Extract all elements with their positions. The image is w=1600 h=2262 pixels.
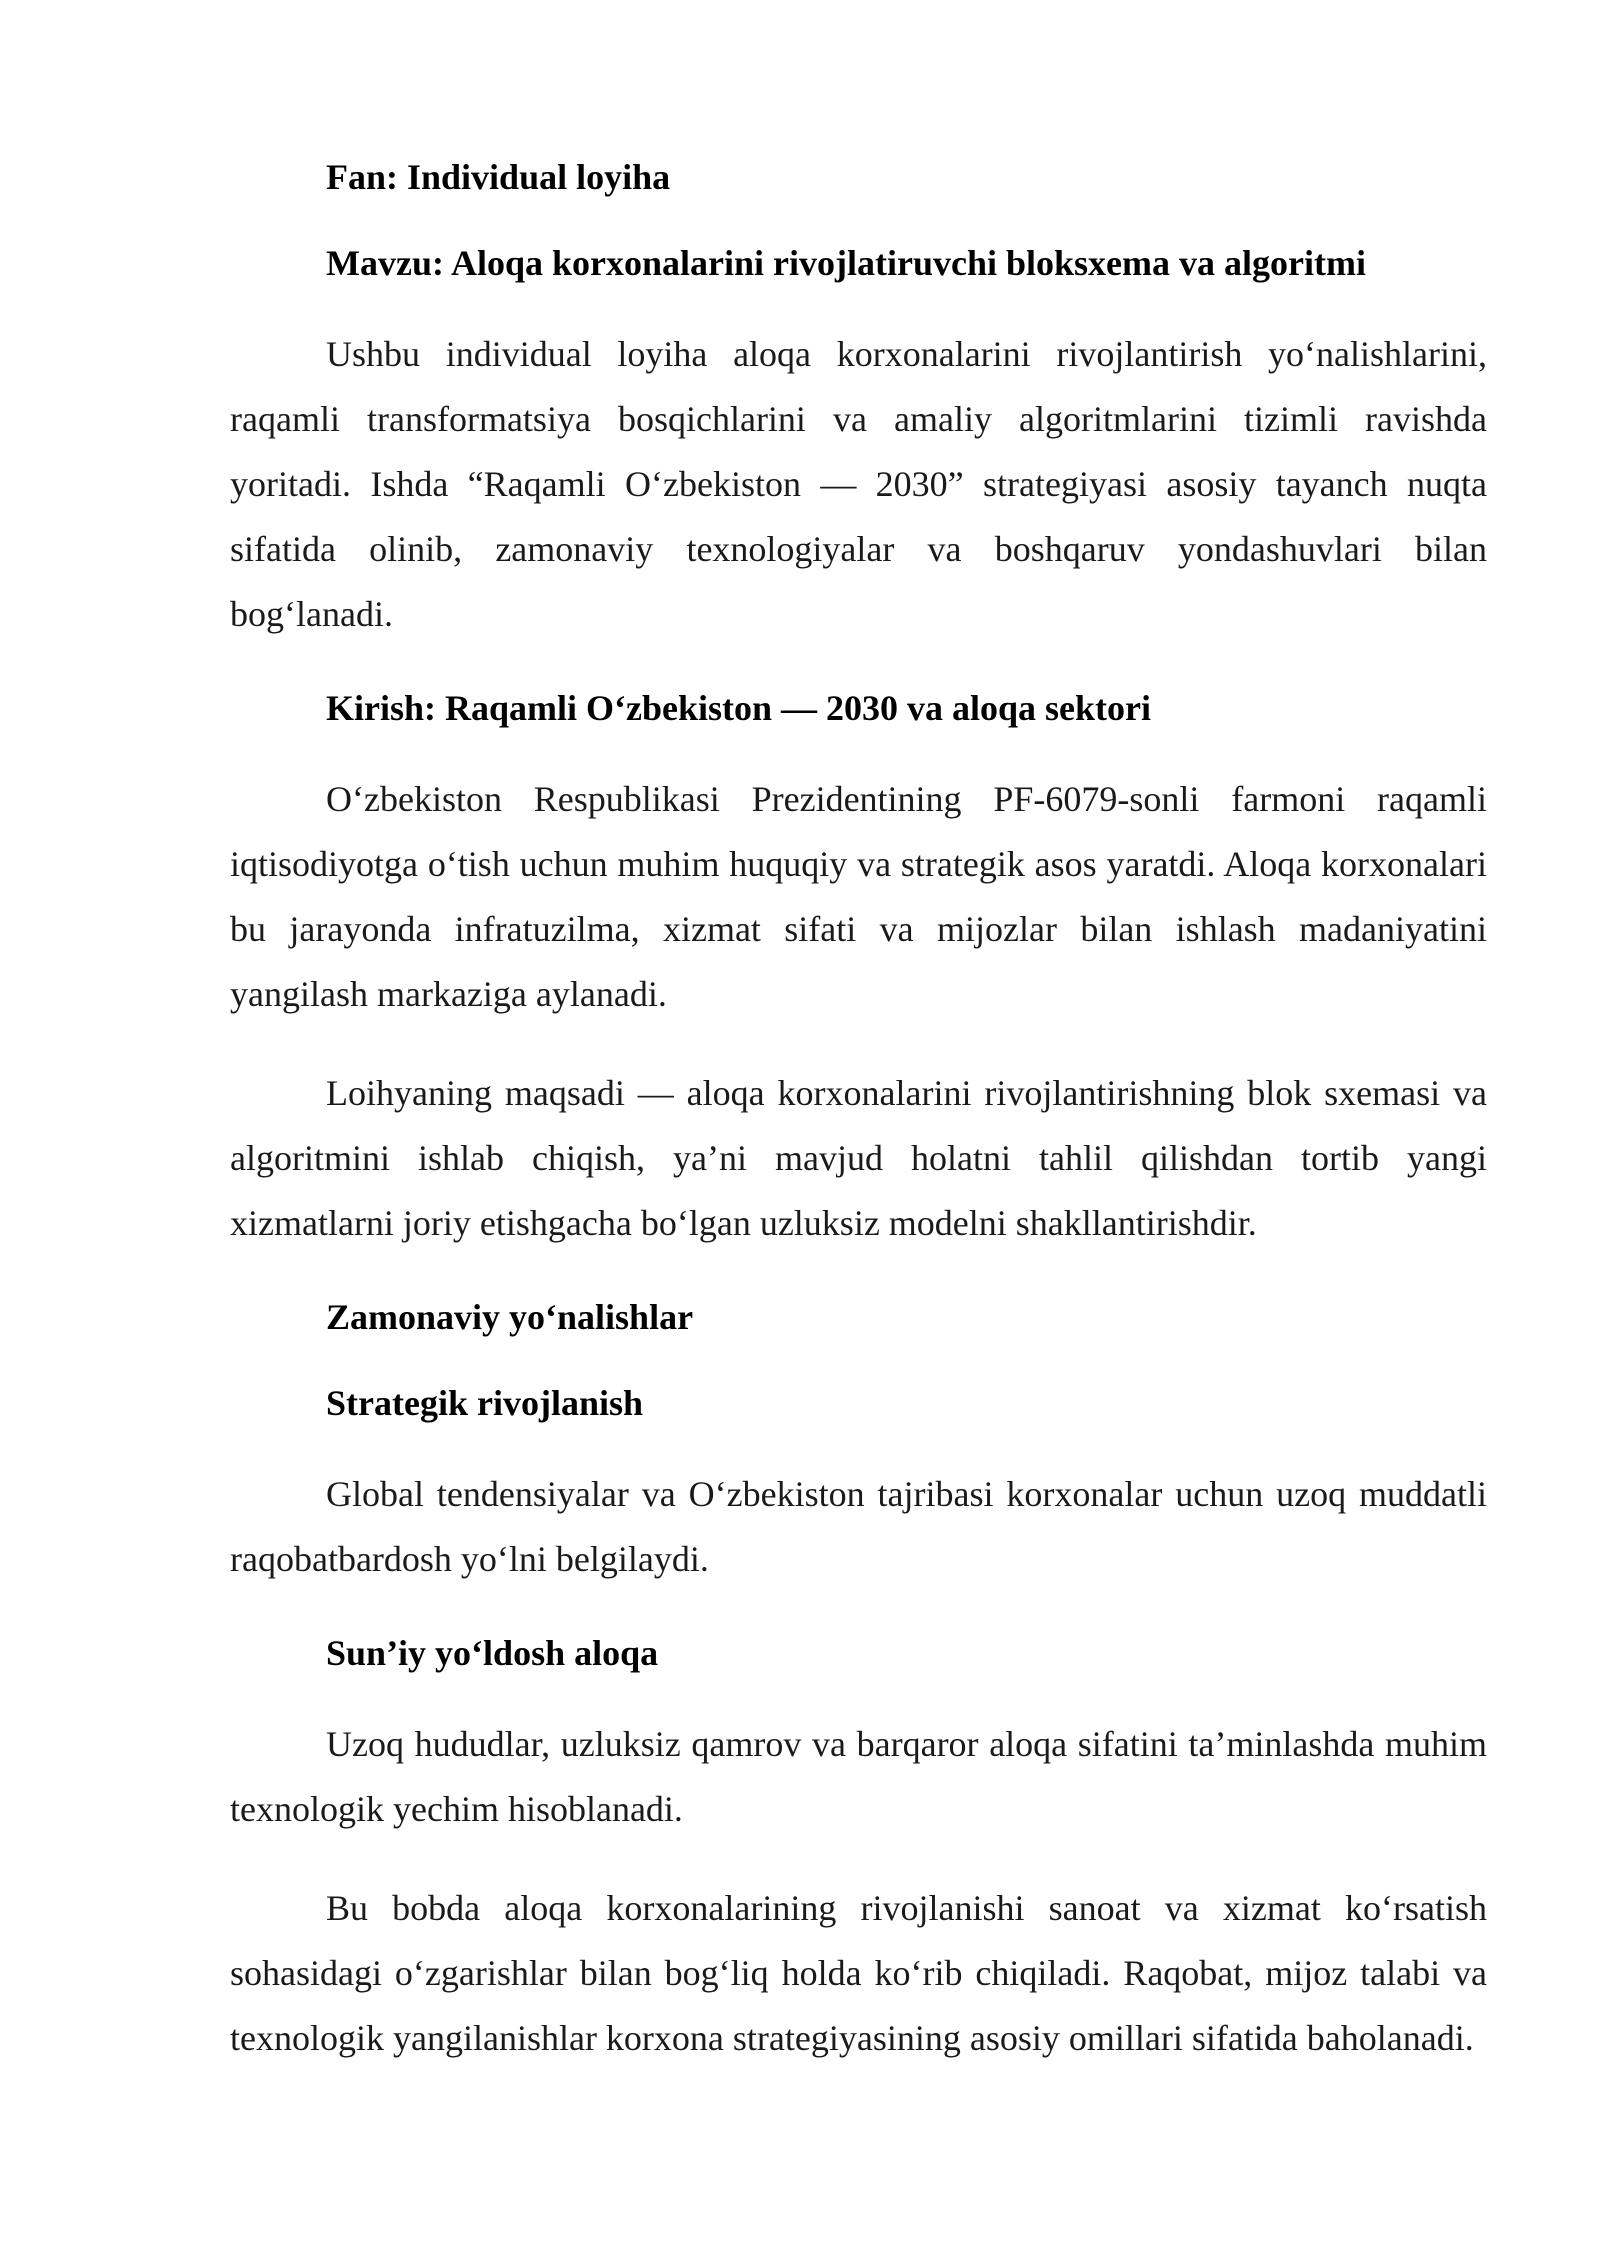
satellite-communication-paragraph: Uzoq hududlar, uzluksiz qamrov va barqaror aloqa sifatini ta’minlashda muhim texnologik yechim hisoblanadi.: [230, 1724, 1487, 1829]
introduction-paragraph-2: Loihyaning maqsadi — aloqa korxonalarini rivojlantirishning blok sxemasi va algoritmini ishlab chiqish, ya’ni mavjud holatni tahlil qilishdan tortib yangi xizmatlarni joriy etishgacha bo‘lgan uzluksiz modelni shakllantirishdir.: [230, 1073, 1487, 1243]
introduction-paragraph-1: O‘zbekiston Respublikasi Prezidentining PF-6079-sonli farmoni raqamli iqtisodiyotga o‘tish uchun muhim huquqiy va strategik asos yaratdi. Aloqa korxonalari bu jarayonda infratuzilma, xizmat sifati va mijozlar bilan ishlash madaniyatini yangilash markaziga aylanadi.: [230, 779, 1487, 1014]
satellite-communication-heading: Sun’iy yo‘ldosh aloqa: [326, 1633, 659, 1673]
topic-heading: Mavzu: Aloqa korxonalarini rivojlatiruvchi bloksxema va algoritmi: [326, 243, 1366, 283]
document-page: [230, 150, 1487, 2105]
chapter-paragraph: Bu bobda aloqa korxonalarining rivojlanishi sanoat va xizmat ko‘rsatish sohasidagi o‘zgarishlar bilan bog‘liq holda ko‘rib chiqiladi. Raqobat, mijoz talabi va texnologik yangilanishlar korxona strategiyasining asosiy omillari sifatida baholanadi.: [230, 1888, 1487, 2058]
introduction-heading: Kirish: Raqamli O‘zbekiston — 2030 va aloqa sektori: [326, 688, 1152, 728]
strategic-development-heading: Strategik rivojlanish: [326, 1383, 644, 1423]
modern-directions-heading: Zamonaviy yo‘nalishlar: [326, 1297, 694, 1337]
subject-heading: Fan: Individual loyiha: [326, 157, 671, 197]
strategic-development-paragraph: Global tendensiyalar va O‘zbekiston tajribasi korxonalar uchun uzoq muddatli raqobatbardosh yo‘lni belgilaydi.: [230, 1474, 1487, 1579]
intro-paragraph: Ushbu individual loyiha aloqa korxonalarini rivojlantirish yo‘nalishlarini, raqamli transformatsiya bosqichlarini va amaliy algoritmlarini tizimli ravishda yoritadi. Ishda “Raqamli O‘zbekiston — 2030” strategiyasi asosiy tayanch nuqta sifatida olinib, zamonaviy texnologiyalar va boshqaruv yondashuvlari bilan bog‘lanadi.: [230, 334, 1487, 634]
